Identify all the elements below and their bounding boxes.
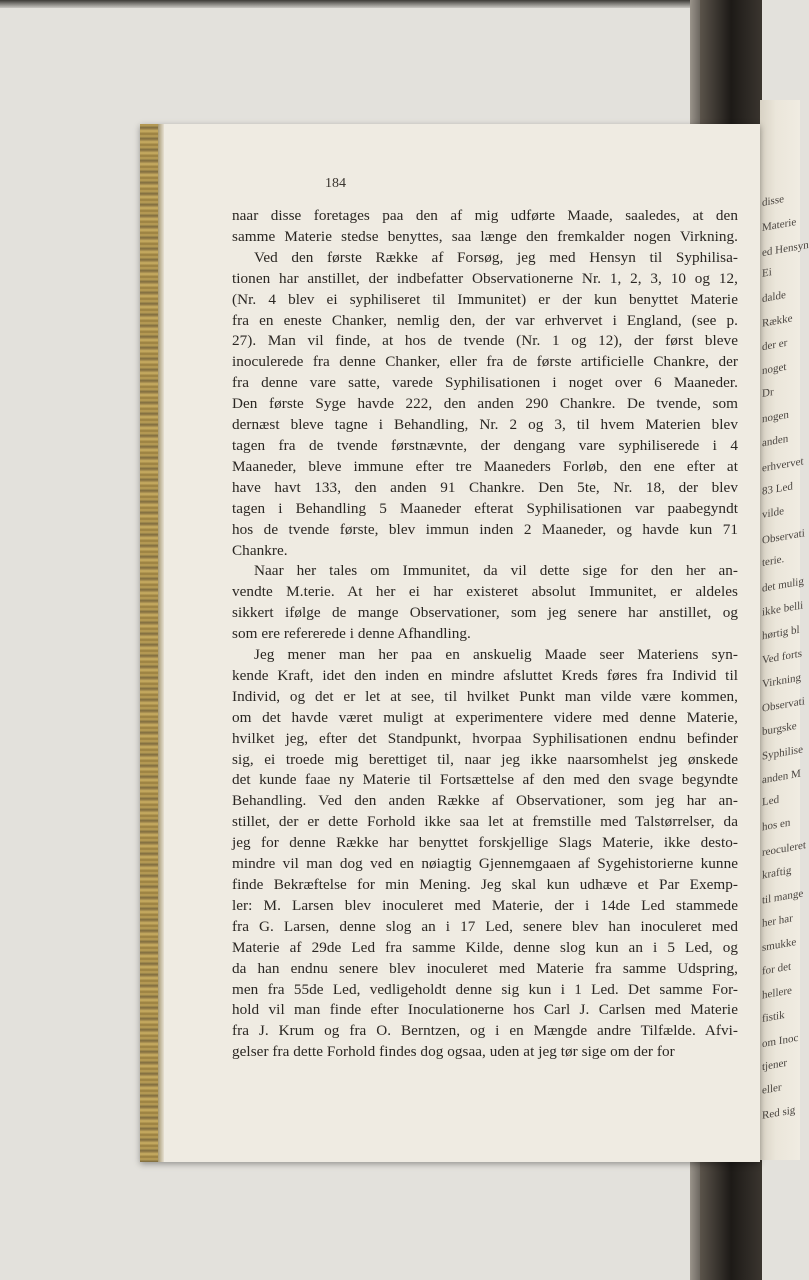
facing-page-fragment: for det [762,960,792,978]
facing-page-fragment: fistik [762,1009,785,1025]
facing-page-fragment: disse [762,193,784,209]
text-line: tagen fra de tvende førstnævnte, der dengang vare syphiliserede i 4 [232,436,738,454]
page-edge-shade [158,124,164,1162]
text-line: samme Materie stedse benyttes, saa længe den fremkalder nogen Virkning. [232,227,738,245]
facing-page-fragment: Led [762,793,780,809]
facing-page-fragment: 83 Led [762,480,793,498]
facing-page-fragment: terie. [762,553,785,569]
text-line: Behandling. Ved den anden Række af Observationer, som jeg har an- [232,792,738,810]
text-line: vendte M.terie. At her ei har existeret absolut Immunitet, er aldeles [232,583,738,601]
facing-page-fragment: noget [762,360,787,378]
text-line: Materie af 29de Led fra samme Kilde, denne slog kun an i 5 Led, og [232,938,738,956]
text-line: gelser fra dette Forhold findes dog ogsaa, uden at jeg tør sige om der for [232,1043,675,1061]
text-line: Ved den første Række af Forsøg, jeg med Hensyn til Syphilisa- [254,248,738,266]
facing-page-fragment: om Inoc [762,1031,799,1051]
text-line: kende Kraft, idet den inden en mindre afsluttet Kreds føres fra Individ til [232,666,738,684]
facing-page-fragment: Ei [762,266,772,280]
facing-page-fragment: erhvervet [762,455,804,475]
text-line: om det havde været muligt at experimentere videre med denne Materie, [232,708,738,726]
text-line: hvilket jeg, efter det Standpunkt, hvorpaa Syphilisationen endnu befinder [232,729,738,747]
text-line: Jeg mener man her paa en anskuelig Maade seer Materiens syn- [254,646,738,664]
text-line: fra G. Larsen, denne slog an i 17 Led, senere blev han inoculeret med [232,917,738,935]
facing-page-fragment: til mange [762,887,804,907]
body-text [232,206,738,1063]
facing-page-fragment: hos en [762,816,791,834]
facing-page-fragment: eller [762,1081,782,1097]
text-line: dernæst bleve tagne i Behandling, Nr. 2 og 3, til hvem Materien blev [232,416,738,434]
text-line: Naar her tales om Immunitet, da vil dette sige for den her an- [254,562,738,580]
text-line: ler: M. Larsen blev inoculeret med Materie, der i 14de Led stammede [232,896,738,914]
text-line: hos de tvende første, blev immun inden 2 Maaneder, og havde kun 71 [232,520,738,538]
facing-page-fragment: det mulig [762,575,804,595]
text-line: mindre vil man dog ved en nøiagtig Gjennemgaaen af Sygehistorierne kunne [232,855,738,873]
facing-page-fragment: anden [762,432,789,450]
facing-page-fragment: ed Hensyn [762,238,809,260]
text-line: som ere refererede i denne Afhandling. [232,625,471,643]
text-line: stillet, der er dette Forhold ikke saa let at fremstille med Talstørrelser, da [232,813,738,831]
facing-page-fragment: Observati [762,695,805,715]
text-line: sikkert ifølge de mange Observationer, som jeg senere har anstillet, og [232,604,738,622]
text-line: det kunde faae ny Materie til Fortsættelse af den med den svage begyndte [232,771,738,789]
facing-page-fragment: hørtig bl [762,623,800,643]
text-line: Individ, og det er let at see, til hvilket Punkt man vilde være kommen, [232,687,738,705]
facing-page-fragment: Virkning [762,671,802,691]
text-line: Chankre. [232,541,288,559]
facing-page-fragment: Observati [762,527,805,547]
facing-page-fragment: nogen [762,408,789,426]
facing-page [760,100,809,1160]
facing-page-fragment: anden M [762,767,801,787]
text-line: tagen i Behandling 5 Maaneder efterat Syphilisationen var paabegyndt [232,499,738,517]
text-line: finde Bekræftelse for min Mening. Jeg skal kun udhæve et Par Exemp- [232,876,738,893]
facing-page-fragment: smukke [762,935,797,955]
facing-page-fragment: dalde [762,288,786,306]
text-line: naar disse foretages paa den af mig udførte Maade, saaledes, at den [232,207,738,224]
facing-page-fragment: tjener [762,1056,788,1074]
text-line: (Nr. 4 blev ei syphiliseret til Immunitet) er der kun benyttet Materie [232,290,738,308]
text-line: have havt 133, den anden 91 Chankre. Den 5te, Nr. 18, der blev [232,478,738,496]
facing-page-fragment: reoculeret [762,839,806,859]
page-number: 184 [325,176,346,191]
facing-page-fragment: kraftig [762,864,792,882]
page-edge-marbling [140,124,158,1162]
text-line: 27). Man vil finde, at hos de tvende (Nr. 1 og 12), der først bleve [232,332,738,350]
text-line: inoculerede fra denne Chanker, eller fra de første artificielle Chankre, der [232,353,738,371]
text-line: sig, ei troede mig berettiget til, naar jeg ikke naarsomhelst jeg ønskede [232,750,738,768]
text-line: Maaneder, bleve immune efter tre Maaneders Forløb, den ene efter at [232,457,738,475]
facing-page-fragment: Ved forts [762,647,803,667]
text-line: fra denne vare satte, varede Syphilisationen i noget over 6 Maaneder. [232,374,738,392]
text-line: men fra 55de Led, vedligeholdt denne sig kun i 1 Led. Det samme For- [232,980,738,998]
facing-page-fragment: Række [762,312,793,330]
facing-page-fragment: burgske [762,719,797,739]
facing-page-fragment: Dr [762,385,774,401]
text-line: fra en eneste Chanker, nemlig den, der var erhvervet i England, (see p. [232,311,738,329]
text-line: da han endnu senere blev inoculeret med Materie fra samme Udspring, [232,959,738,977]
facing-page-fragment: Syphilise [762,743,803,763]
facing-page-fragment: der er [762,336,788,354]
facing-page-fragment: Red sig [762,1104,796,1122]
top-edge-shadow [0,0,700,8]
facing-page-fragment: ikke belli [762,599,804,619]
facing-page-fragment: her har [762,912,793,930]
facing-page-fragment: vilde [762,505,784,521]
text-line: fra J. Krum og fra O. Berntzen, og i en Mængde andre Tilfælde. Afvi- [232,1022,738,1040]
text-line: Den første Syge havde 222, den anden 290 Chankre. De tvende, som [232,395,738,413]
facing-page-fragment: hellere [762,984,792,1002]
text-line: hold vil man finde efter Inoculationerne hos Carl J. Carlsen med Materie [232,1001,738,1019]
facing-page-fragment: Materie [762,215,797,235]
text-line: jeg for denne Række har benyttet forskjellige Slags Materie, ikke desto- [232,834,738,852]
text-line: tionen har anstillet, der indbefatter Observationerne Nr. 1, 2, 3, 10 og 12, [232,269,738,287]
